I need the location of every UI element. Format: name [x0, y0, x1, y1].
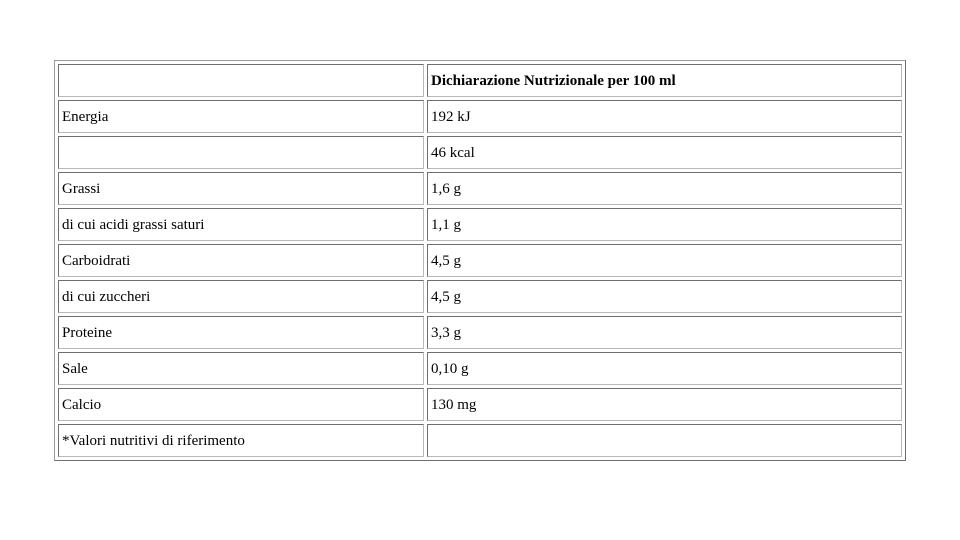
footnote-value: [427, 424, 902, 457]
nutrient-value: 4,5 g: [427, 280, 902, 313]
footnote-label: *Valori nutritivi di riferimento: [58, 424, 424, 457]
nutrient-value: 1,6 g: [427, 172, 902, 205]
table-row: [58, 208, 902, 241]
nutrient-value: 0,10 g: [427, 352, 902, 385]
nutrient-value: 192 kJ: [427, 100, 902, 133]
header-label-cell: [58, 64, 424, 97]
nutrient-label: di cui zuccheri: [58, 280, 424, 313]
table-header-row: [58, 64, 902, 97]
nutrient-label: Carboidrati: [58, 244, 424, 277]
nutrient-label: Calcio: [58, 388, 424, 421]
nutrient-value: 1,1 g: [427, 208, 902, 241]
table-row: [58, 280, 902, 313]
nutrient-value: 3,3 g: [427, 316, 902, 349]
table-row: [58, 424, 902, 457]
header-value-cell: Dichiarazione Nutrizionale per 100 ml: [427, 64, 902, 97]
nutrient-value: 46 kcal: [427, 136, 902, 169]
nutrient-value: 130 mg: [427, 388, 902, 421]
table-row: [58, 316, 902, 349]
nutrition-table: [54, 60, 906, 461]
nutrient-label: Grassi: [58, 172, 424, 205]
table-row: [58, 388, 902, 421]
nutrient-label: Sale: [58, 352, 424, 385]
nutrient-value: 4,5 g: [427, 244, 902, 277]
nutrient-label: [58, 136, 424, 169]
table-row: [58, 136, 902, 169]
nutrient-label: di cui acidi grassi saturi: [58, 208, 424, 241]
table-row: [58, 244, 902, 277]
table-row: [58, 352, 902, 385]
table-row: [58, 100, 902, 133]
table-row: [58, 172, 902, 205]
nutrient-label: Energia: [58, 100, 424, 133]
nutrient-label: Proteine: [58, 316, 424, 349]
